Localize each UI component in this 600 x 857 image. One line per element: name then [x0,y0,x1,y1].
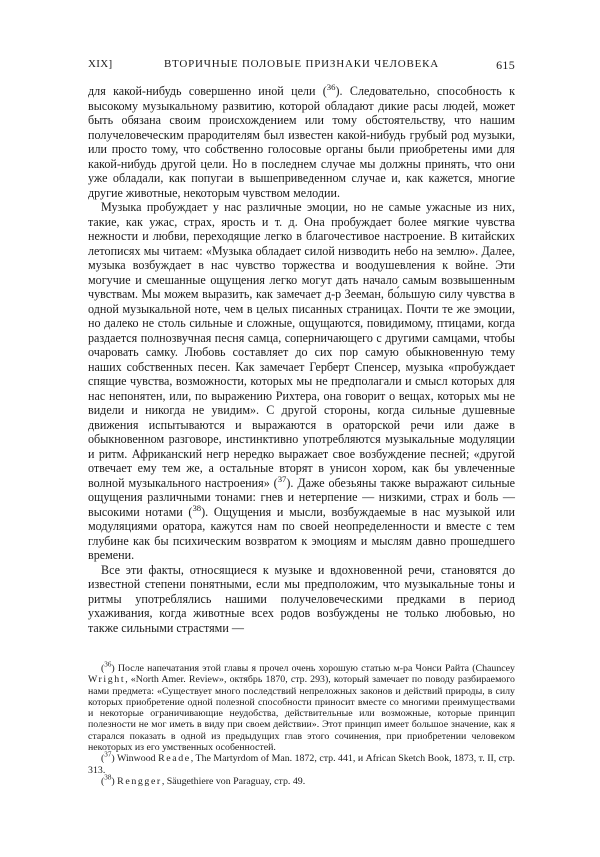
footnote-ref-37: 37 [277,473,287,484]
footnote-36: ($^{36}$) После напечатания этой главы я прочел очень хорошую статью м-ра Чонси Райта (Chauncey Wright, «North Amer. Review», октябрь 1870, стр. 293), который замечает по поводу разбираемого нами предмета: «Существует много последствий непреложных законов и действий природы, в силу которых приобретение одной полезной способности приносит вместе со многими преимуществами и некоторые ограничивающие неудобства, действительные или возможные, которые принцип полезности не мог иметь в виду при своем действии». Этот принцип имеет большое значение, как я старался показать в одной из предыдущих глав этого сочинения, при приобретении человеком некоторых из его умственных особенностей. [88,660,515,754]
footnotes [88,660,515,787]
paragraph-2: Музыка пробуждает у нас различные эмоции, но не самые ужасные из них, такие, как ужас, страх, ярость и т. д. Она пробуждает более мягкие чувства нежности и любви, переходящие легко в благочестивое настроение. В китайских летописях мы читаем: «Музыка обладает силой низводить небо на землю». Далее, музыка возбуждает в нас чувство торжества и воодушевления к войне. Эти могучие и смешанные ощущения легко могут дать начало самым возвышенным чувствам. Мы можем выразить, как замечает д-р Зееман, бо́льшую силу чувства в одной музыкальной ноте, чем в целых писанных страницах. Почти те же эмоции, но далеко не столь сильные и сложные, ощущаются, повидимому, птицами, когда раздается полнозвучная песня самца, соперничающего с другими самцами, чтобы очаровать самку. Любовь составляет до сих пор самую обыкновенную тему наших собственных песен. Как замечает Герберт Спенсер, музыка «пробуждает спящие чувства, возможности, которых мы не предполагали и смысл которых для нас непонятен, или, по выражению Рихтера, она говорит о вещах, которых мы не видели и никогда не увидим». С другой стороны, когда сильные душевные движения испытываются и выражаются в ораторской речи или даже в обыкновенном разговоре, инстинктивно употребляются музыкальные модуляции и ритм. Африканский негр нередко выражает свое возбуждение песней; «другой отвечает ему тем же, а остальные вторят в унисон хором, как бы увлеченные волной музыкального настроения» ($^{37}$). Даже обезьяны также выражают сильные ощущения различными тонами: гнев и нетерпение — низкими, страх и боль — высокими нотами ($^{38}$). Ощущения и мысли, возбуждаемые в нас музыкой или модуляциями оратора, кажутся нам по своей неопределенности и вместе с тем глубине как бы психическим возвратом к эмоциям и мыслям давно прошедшего времени. [88,200,515,562]
author-name: Rengger [117,775,162,787]
footnote-37: ($^{37}$) Winwood Reade, The Martyrdom of Man. 1872, стр. 441, и African Sketch Book, 1873, т. II, стр. 313. [88,751,515,776]
paragraph-1: для какой-нибудь совершенно иной цели ($^{36}$). Следовательно, способность к высокому музыкальному развитию, которой обладают дикие расы людей, может быть обязана своим происхождением или тому обстоятельству, что нашим получеловеческим прародителям был известен какой-нибудь грубый род музыки, или просто тому, что собственно голосовые органы были приобретены ими для какой-нибудь другой цели. Но в последнем случае мы должны принять, что они уже обладали, как попугаи в вышеприведенном случае и, как кажется, многие другие животные, некоторым чувством мелодии. [88,81,515,200]
footnote-38: ($^{38}$) Rengger, Säugethiere von Paraguay, стр. 49. [101,773,306,787]
chapter-number: XIX] [88,58,113,70]
running-title: ВТОРИЧНЫЕ ПОЛОВЫЕ ПРИЗНАКИ ЧЕЛОВЕКА [164,58,439,70]
footnote-ref-36: 36 [326,81,336,92]
running-header [88,58,515,74]
main-text [88,81,515,635]
author-name: Wright [88,674,126,686]
author-name: Reade [158,753,191,765]
footnote-ref-38: 38 [192,502,202,513]
page-number: 615 [496,58,515,72]
paragraph-3: Все эти факты, относящиеся к музыке и вдохновенной речи, становятся до известной степени понятными, если мы предположим, что музыкальные тоны и ритмы употреблялись нашими получеловеческими предками в период ухаживания, когда животные всех родов возбуждены не только любовью, но также сильными страстями — [88,562,515,635]
